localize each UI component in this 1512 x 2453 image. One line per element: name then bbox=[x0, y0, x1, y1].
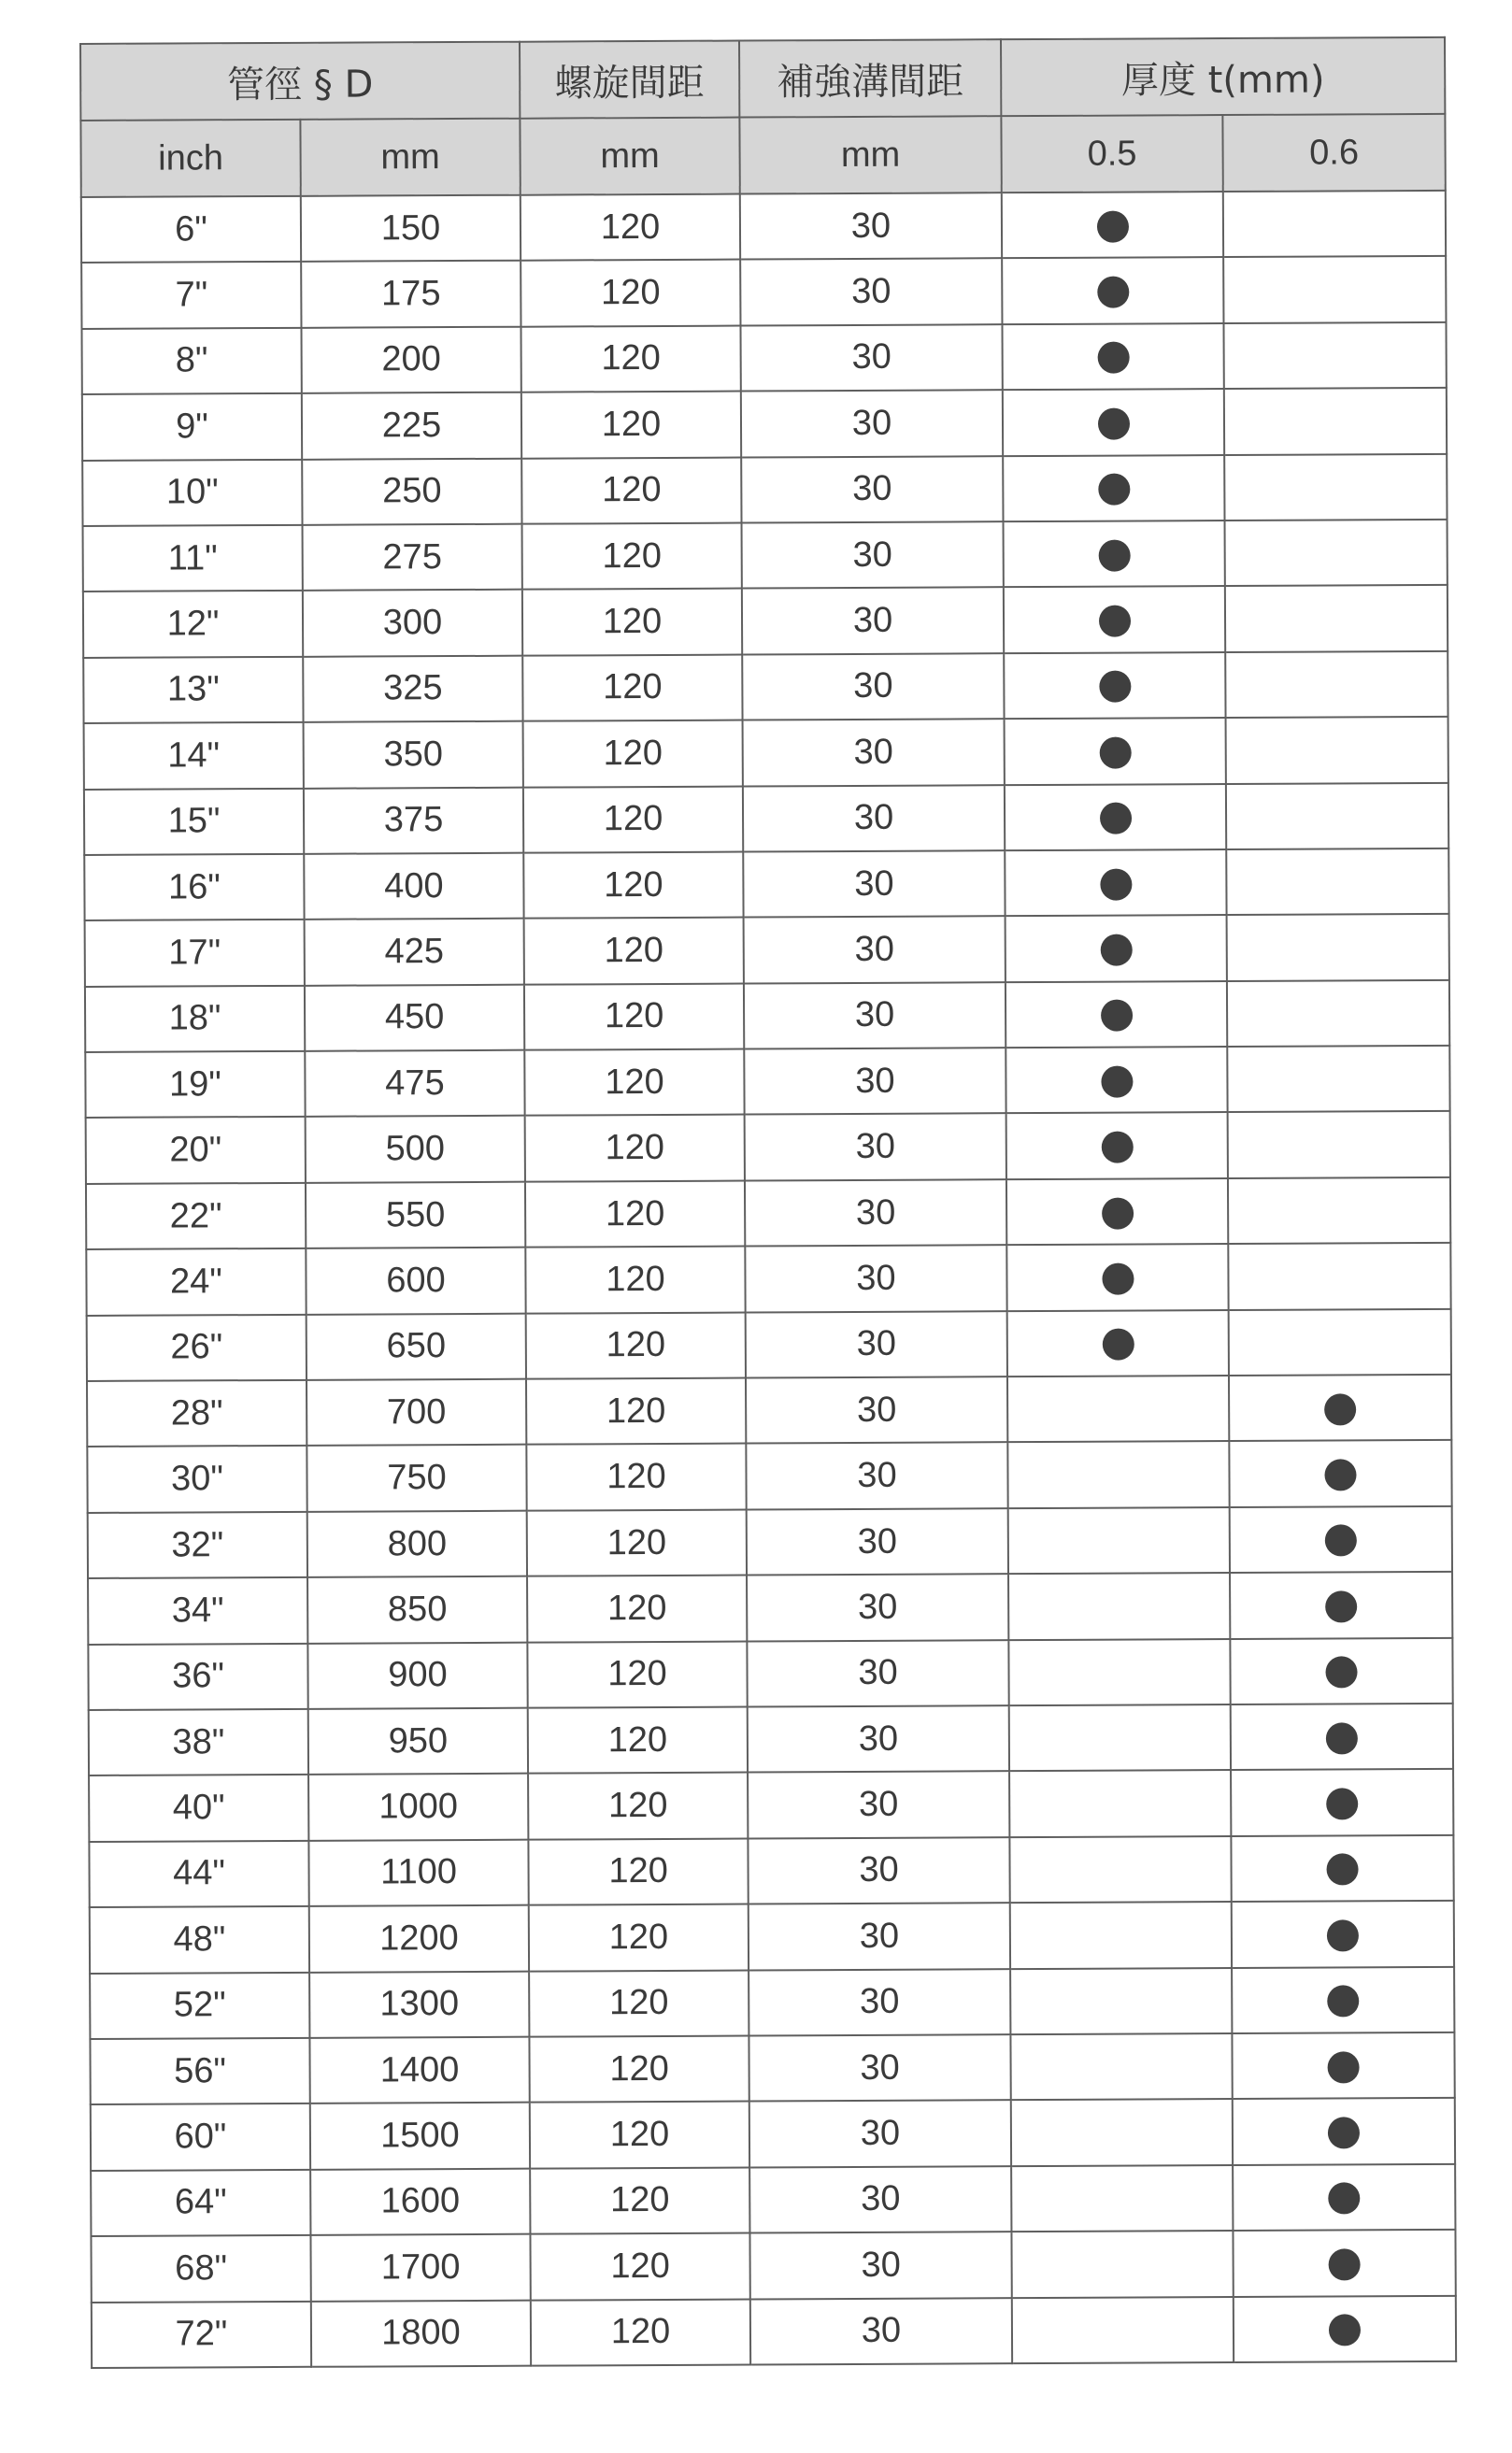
cell-spiral-pitch: 120 bbox=[529, 2035, 749, 2103]
filled-circle-icon bbox=[1096, 210, 1128, 242]
cell-thickness-05 bbox=[1006, 915, 1227, 982]
cell-mm: 375 bbox=[304, 787, 523, 854]
cell-thickness-05 bbox=[1003, 455, 1224, 522]
filled-circle-icon bbox=[1100, 803, 1132, 834]
cell-thickness-06 bbox=[1223, 322, 1446, 390]
cell-spiral-pitch: 120 bbox=[528, 1773, 748, 1840]
table-row bbox=[87, 1440, 1451, 1513]
cell-rib-pitch: 30 bbox=[744, 982, 1006, 1049]
cell-inch: 72" bbox=[92, 2301, 311, 2368]
header-unit-row bbox=[80, 114, 1445, 197]
cell-rib-pitch: 30 bbox=[749, 2100, 1011, 2167]
cell-thickness-06 bbox=[1230, 1506, 1452, 1574]
cell-mm: 475 bbox=[305, 1050, 524, 1118]
filled-circle-icon bbox=[1102, 1329, 1134, 1361]
cell-rib-pitch: 30 bbox=[746, 1311, 1007, 1378]
cell-mm: 400 bbox=[304, 853, 523, 920]
table-row bbox=[90, 1966, 1454, 2039]
cell-spiral-pitch: 120 bbox=[531, 2299, 750, 2366]
filled-circle-icon bbox=[1324, 1459, 1356, 1490]
cell-spiral-pitch: 120 bbox=[530, 2233, 749, 2301]
cell-thickness-06 bbox=[1227, 980, 1449, 1048]
cell-spiral-pitch: 120 bbox=[530, 2102, 749, 2169]
cell-inch: 20" bbox=[86, 1117, 306, 1184]
cell-thickness-06 bbox=[1224, 388, 1447, 455]
filled-circle-icon bbox=[1327, 1919, 1359, 1951]
cell-inch: 24" bbox=[86, 1248, 306, 1316]
cell-mm: 650 bbox=[307, 1313, 526, 1380]
filled-circle-icon bbox=[1325, 1657, 1357, 1689]
cell-inch: 12" bbox=[83, 591, 303, 658]
table-header bbox=[80, 37, 1446, 197]
cell-spiral-pitch: 120 bbox=[521, 325, 741, 392]
cell-rib-pitch: 30 bbox=[749, 1969, 1010, 2036]
filled-circle-icon bbox=[1326, 1788, 1358, 1819]
cell-rib-pitch: 30 bbox=[746, 1376, 1007, 1444]
cell-mm: 1700 bbox=[310, 2234, 530, 2302]
cell-inch: 13" bbox=[83, 657, 303, 724]
cell-mm: 325 bbox=[303, 655, 522, 722]
cell-spiral-pitch: 120 bbox=[526, 1444, 746, 1511]
cell-spiral-pitch: 120 bbox=[523, 720, 743, 788]
cell-thickness-06 bbox=[1224, 453, 1447, 521]
cell-thickness-06 bbox=[1223, 256, 1446, 323]
cell-mm: 175 bbox=[301, 261, 521, 328]
cell-inch: 15" bbox=[84, 788, 304, 855]
cell-mm: 1800 bbox=[311, 2300, 531, 2367]
filled-circle-icon bbox=[1102, 1262, 1134, 1294]
cell-thickness-06 bbox=[1233, 2164, 1455, 2232]
cell-rib-pitch: 30 bbox=[749, 2232, 1011, 2299]
table-row bbox=[89, 1835, 1453, 1908]
filled-circle-icon bbox=[1097, 342, 1129, 374]
filled-circle-icon bbox=[1329, 2314, 1361, 2346]
cell-thickness-06 bbox=[1228, 1111, 1450, 1178]
cell-thickness-05 bbox=[1007, 1376, 1229, 1443]
cell-thickness-06 bbox=[1228, 1177, 1450, 1245]
cell-inch: 34" bbox=[88, 1577, 307, 1645]
table-row bbox=[84, 849, 1448, 921]
cell-spiral-pitch: 120 bbox=[525, 1247, 745, 1314]
header-thickness-06: 0.6 bbox=[1222, 114, 1445, 192]
cell-mm: 900 bbox=[307, 1642, 527, 1709]
cell-thickness-06 bbox=[1231, 1704, 1453, 1771]
table-row bbox=[82, 388, 1447, 461]
cell-thickness-05 bbox=[1009, 1704, 1231, 1772]
cell-thickness-05 bbox=[1008, 1507, 1230, 1575]
cell-rib-pitch: 30 bbox=[743, 785, 1005, 852]
cell-spiral-pitch: 120 bbox=[529, 1970, 749, 2037]
cell-mm: 425 bbox=[305, 919, 524, 986]
cell-thickness-06 bbox=[1231, 1769, 1453, 1836]
filled-circle-icon bbox=[1098, 474, 1130, 506]
cell-mm: 950 bbox=[308, 1708, 528, 1776]
header-mm-diameter: mm bbox=[300, 119, 520, 196]
cell-inch: 28" bbox=[87, 1380, 307, 1448]
cell-thickness-05 bbox=[1004, 652, 1225, 720]
cell-thickness-06 bbox=[1225, 585, 1448, 652]
cell-mm: 250 bbox=[302, 458, 521, 525]
table-row bbox=[91, 2164, 1455, 2237]
cell-thickness-05 bbox=[1008, 1573, 1230, 1640]
filled-circle-icon bbox=[1327, 1854, 1359, 1886]
cell-rib-pitch: 30 bbox=[749, 1903, 1010, 1970]
cell-thickness-05 bbox=[1004, 586, 1225, 653]
cell-thickness-06 bbox=[1232, 2032, 1454, 2100]
table-row bbox=[81, 322, 1446, 395]
cell-inch: 64" bbox=[91, 2170, 310, 2237]
cell-mm: 1600 bbox=[310, 2168, 530, 2235]
cell-rib-pitch: 30 bbox=[742, 653, 1004, 720]
cell-thickness-05 bbox=[1010, 2033, 1232, 2101]
filled-circle-icon bbox=[1325, 1525, 1357, 1557]
cell-thickness-06 bbox=[1234, 2295, 1456, 2362]
cell-mm: 800 bbox=[307, 1510, 527, 1577]
cell-mm: 200 bbox=[301, 326, 521, 393]
header-thickness-05: 0.5 bbox=[1001, 115, 1222, 193]
cell-mm: 1100 bbox=[308, 1839, 528, 1906]
cell-mm: 350 bbox=[304, 721, 523, 789]
cell-inch: 52" bbox=[90, 1972, 309, 2039]
cell-inch: 11" bbox=[83, 525, 303, 592]
header-inch: inch bbox=[80, 120, 300, 197]
cell-thickness-05 bbox=[1007, 1441, 1229, 1508]
cell-thickness-06 bbox=[1225, 520, 1448, 587]
filled-circle-icon bbox=[1102, 1197, 1134, 1229]
cell-spiral-pitch: 120 bbox=[527, 1509, 747, 1576]
cell-thickness-05 bbox=[1005, 849, 1226, 917]
filled-circle-icon bbox=[1328, 2051, 1360, 2083]
filled-circle-icon bbox=[1101, 1065, 1133, 1097]
cell-rib-pitch: 30 bbox=[748, 1837, 1009, 1904]
cell-thickness-05 bbox=[1010, 1968, 1232, 2035]
cell-mm: 1500 bbox=[310, 2103, 530, 2170]
cell-thickness-05 bbox=[1006, 1244, 1228, 1311]
table-row bbox=[84, 717, 1448, 790]
cell-thickness-06 bbox=[1226, 849, 1448, 916]
cell-thickness-06 bbox=[1225, 651, 1448, 719]
header-spiral-pitch: 螺旋間距 bbox=[520, 41, 739, 119]
cell-inch: 38" bbox=[89, 1709, 308, 1776]
cell-rib-pitch: 30 bbox=[746, 1443, 1007, 1510]
table-row bbox=[85, 980, 1449, 1053]
header-rib-pitch: 補強溝間距 bbox=[739, 39, 1001, 117]
cell-thickness-05 bbox=[1005, 718, 1226, 785]
table-row bbox=[86, 1243, 1450, 1316]
cell-rib-pitch: 30 bbox=[750, 2298, 1012, 2365]
filled-circle-icon bbox=[1324, 1393, 1356, 1425]
cell-inch: 19" bbox=[85, 1051, 305, 1119]
cell-thickness-06 bbox=[1231, 1835, 1453, 1903]
cell-thickness-06 bbox=[1226, 717, 1448, 784]
table-row bbox=[85, 914, 1449, 987]
cell-spiral-pitch: 120 bbox=[529, 1904, 749, 1972]
table-row bbox=[83, 651, 1448, 724]
table-row bbox=[84, 782, 1448, 855]
cell-thickness-05 bbox=[1006, 1047, 1227, 1114]
table-row bbox=[92, 2295, 1456, 2368]
cell-mm: 500 bbox=[306, 1116, 525, 1183]
cell-spiral-pitch: 120 bbox=[526, 1312, 746, 1379]
table-row bbox=[81, 256, 1446, 329]
header-thickness: 厚度 t(mm) bbox=[1001, 37, 1445, 116]
cell-thickness-05 bbox=[1003, 389, 1224, 456]
cell-inch: 10" bbox=[82, 459, 302, 526]
cell-mm: 750 bbox=[307, 1445, 526, 1512]
pipe-spec-table bbox=[79, 36, 1457, 2369]
cell-spiral-pitch: 120 bbox=[521, 457, 741, 524]
cell-thickness-05 bbox=[1009, 1836, 1231, 1904]
table-row bbox=[83, 585, 1448, 658]
cell-rib-pitch: 30 bbox=[747, 1640, 1008, 1707]
cell-thickness-05 bbox=[1006, 1178, 1228, 1246]
filled-circle-icon bbox=[1327, 1986, 1359, 2018]
cell-inch: 36" bbox=[88, 1643, 307, 1710]
table-row bbox=[91, 2230, 1455, 2303]
cell-spiral-pitch: 120 bbox=[528, 1707, 748, 1775]
cell-thickness-05 bbox=[1011, 2231, 1233, 2298]
cell-thickness-06 bbox=[1229, 1375, 1451, 1442]
cell-spiral-pitch: 120 bbox=[525, 1180, 745, 1248]
cell-spiral-pitch: 120 bbox=[524, 983, 744, 1050]
filled-circle-icon bbox=[1098, 539, 1130, 571]
cell-spiral-pitch: 120 bbox=[525, 1115, 745, 1182]
cell-inch: 8" bbox=[81, 328, 301, 395]
cell-mm: 550 bbox=[306, 1182, 525, 1249]
cell-rib-pitch: 30 bbox=[747, 1508, 1008, 1576]
cell-rib-pitch: 30 bbox=[741, 390, 1003, 457]
cell-mm: 150 bbox=[301, 195, 521, 263]
cell-rib-pitch: 30 bbox=[748, 1772, 1009, 1839]
cell-rib-pitch: 30 bbox=[747, 1574, 1008, 1641]
cell-mm: 600 bbox=[306, 1248, 525, 1315]
cell-spiral-pitch: 120 bbox=[523, 786, 743, 853]
table-row bbox=[91, 2098, 1455, 2171]
cell-inch: 9" bbox=[82, 393, 302, 461]
cell-inch: 68" bbox=[91, 2235, 310, 2303]
cell-spiral-pitch: 120 bbox=[522, 589, 742, 656]
filled-circle-icon bbox=[1100, 934, 1132, 965]
cell-mm: 1000 bbox=[308, 1774, 528, 1841]
cell-spiral-pitch: 120 bbox=[521, 260, 740, 327]
cell-spiral-pitch: 120 bbox=[521, 392, 741, 459]
cell-mm: 300 bbox=[303, 590, 522, 657]
cell-rib-pitch: 30 bbox=[745, 1114, 1006, 1181]
cell-inch: 16" bbox=[84, 854, 304, 921]
cell-inch: 56" bbox=[90, 2038, 309, 2105]
cell-rib-pitch: 30 bbox=[745, 1245, 1006, 1312]
cell-rib-pitch: 30 bbox=[742, 588, 1004, 655]
cell-thickness-06 bbox=[1233, 2098, 1455, 2165]
cell-inch: 26" bbox=[87, 1314, 307, 1381]
cell-rib-pitch: 30 bbox=[748, 1705, 1009, 1773]
table-row bbox=[85, 1046, 1449, 1119]
cell-spiral-pitch: 120 bbox=[521, 194, 740, 262]
cell-thickness-06 bbox=[1232, 1901, 1454, 1968]
cell-inch: 6" bbox=[81, 196, 301, 264]
cell-rib-pitch: 30 bbox=[741, 324, 1003, 392]
cell-thickness-06 bbox=[1232, 1966, 1454, 2033]
cell-thickness-06 bbox=[1230, 1637, 1452, 1704]
filled-circle-icon bbox=[1101, 1000, 1133, 1032]
cell-thickness-06 bbox=[1226, 782, 1448, 849]
cell-inch: 48" bbox=[90, 1906, 309, 1974]
cell-thickness-06 bbox=[1230, 1572, 1452, 1639]
table-row bbox=[81, 191, 1446, 264]
cell-thickness-05 bbox=[1011, 2099, 1233, 2166]
filled-circle-icon bbox=[1328, 2117, 1360, 2148]
cell-thickness-05 bbox=[1007, 1310, 1229, 1377]
table-row bbox=[89, 1704, 1453, 1776]
cell-thickness-05 bbox=[1006, 1112, 1228, 1179]
filled-circle-icon bbox=[1326, 1722, 1358, 1754]
cell-rib-pitch: 30 bbox=[740, 259, 1002, 326]
cell-rib-pitch: 30 bbox=[744, 916, 1006, 983]
table-row bbox=[86, 1177, 1450, 1250]
cell-spiral-pitch: 120 bbox=[527, 1576, 747, 1643]
cell-thickness-06 bbox=[1233, 2230, 1455, 2297]
filled-circle-icon bbox=[1100, 868, 1132, 900]
cell-thickness-05 bbox=[1008, 1639, 1230, 1706]
cell-thickness-05 bbox=[1002, 323, 1223, 391]
cell-mm: 275 bbox=[303, 524, 522, 592]
cell-mm: 450 bbox=[305, 984, 524, 1051]
cell-thickness-05 bbox=[1010, 1902, 1232, 1969]
cell-mm: 1300 bbox=[309, 1971, 529, 2038]
cell-thickness-06 bbox=[1228, 1243, 1450, 1310]
table-row bbox=[82, 453, 1447, 526]
cell-inch: 60" bbox=[91, 2104, 310, 2171]
table-row bbox=[88, 1637, 1452, 1710]
cell-spiral-pitch: 120 bbox=[526, 1378, 746, 1446]
cell-thickness-05 bbox=[1002, 192, 1223, 259]
cell-thickness-05 bbox=[1005, 784, 1226, 851]
cell-rib-pitch: 30 bbox=[749, 2166, 1011, 2233]
table-row bbox=[89, 1769, 1453, 1842]
cell-spiral-pitch: 120 bbox=[522, 654, 742, 721]
cell-thickness-06 bbox=[1227, 914, 1449, 981]
filled-circle-icon bbox=[1099, 671, 1131, 703]
cell-mm: 700 bbox=[307, 1379, 526, 1447]
filled-circle-icon bbox=[1097, 407, 1129, 439]
table-row bbox=[83, 520, 1448, 592]
header-group-row bbox=[80, 37, 1445, 121]
table-row bbox=[90, 1901, 1454, 1974]
cell-inch: 22" bbox=[86, 1183, 306, 1250]
cell-spiral-pitch: 120 bbox=[524, 918, 744, 985]
cell-inch: 18" bbox=[85, 986, 305, 1053]
cell-rib-pitch: 30 bbox=[742, 521, 1004, 589]
cell-inch: 14" bbox=[84, 722, 304, 790]
filled-circle-icon bbox=[1328, 2183, 1360, 2215]
cell-inch: 32" bbox=[88, 1512, 307, 1579]
table-body bbox=[81, 191, 1456, 2368]
cell-spiral-pitch: 120 bbox=[530, 2167, 749, 2234]
cell-rib-pitch: 30 bbox=[743, 850, 1005, 918]
cell-rib-pitch: 30 bbox=[743, 719, 1005, 786]
filled-circle-icon bbox=[1101, 1132, 1133, 1163]
cell-thickness-06 bbox=[1223, 191, 1446, 258]
cell-spiral-pitch: 120 bbox=[528, 1838, 748, 1905]
filled-circle-icon bbox=[1325, 1590, 1357, 1622]
cell-inch: 30" bbox=[87, 1446, 307, 1513]
filled-circle-icon bbox=[1098, 606, 1130, 637]
cell-spiral-pitch: 120 bbox=[524, 1049, 744, 1117]
cell-thickness-06 bbox=[1227, 1046, 1449, 1113]
cell-thickness-05 bbox=[1006, 981, 1227, 1048]
cell-thickness-06 bbox=[1229, 1440, 1451, 1507]
table-row bbox=[88, 1506, 1452, 1579]
table-row bbox=[88, 1572, 1452, 1645]
cell-thickness-05 bbox=[1004, 521, 1225, 588]
filled-circle-icon bbox=[1097, 277, 1129, 308]
cell-rib-pitch: 30 bbox=[740, 193, 1002, 260]
cell-inch: 40" bbox=[89, 1775, 308, 1842]
cell-thickness-06 bbox=[1229, 1308, 1451, 1376]
cell-inch: 44" bbox=[89, 1841, 308, 1908]
filled-circle-icon bbox=[1329, 2248, 1361, 2280]
cell-thickness-05 bbox=[1002, 257, 1223, 324]
table-row bbox=[87, 1308, 1451, 1381]
cell-mm: 225 bbox=[302, 392, 521, 460]
cell-rib-pitch: 30 bbox=[745, 1179, 1006, 1247]
filled-circle-icon bbox=[1099, 736, 1131, 768]
cell-thickness-05 bbox=[1012, 2296, 1234, 2363]
table-row bbox=[86, 1111, 1450, 1184]
cell-inch: 17" bbox=[85, 920, 305, 987]
header-mm-spiral: mm bbox=[520, 118, 739, 195]
cell-mm: 850 bbox=[307, 1576, 527, 1644]
table-row bbox=[87, 1375, 1451, 1448]
cell-spiral-pitch: 120 bbox=[522, 522, 742, 590]
cell-mm: 1200 bbox=[309, 1905, 529, 1973]
cell-spiral-pitch: 120 bbox=[527, 1641, 747, 1708]
table-row bbox=[90, 2032, 1454, 2105]
header-pipe-diameter: 管徑 § D bbox=[80, 42, 520, 121]
cell-inch: 7" bbox=[81, 262, 301, 329]
cell-thickness-05 bbox=[1011, 2165, 1233, 2232]
header-mm-rib: mm bbox=[739, 116, 1001, 193]
cell-thickness-05 bbox=[1009, 1770, 1231, 1837]
cell-rib-pitch: 30 bbox=[744, 1048, 1006, 1115]
cell-mm: 1400 bbox=[309, 2037, 529, 2104]
cell-spiral-pitch: 120 bbox=[523, 851, 743, 919]
cell-rib-pitch: 30 bbox=[749, 2034, 1010, 2102]
cell-rib-pitch: 30 bbox=[741, 456, 1003, 523]
